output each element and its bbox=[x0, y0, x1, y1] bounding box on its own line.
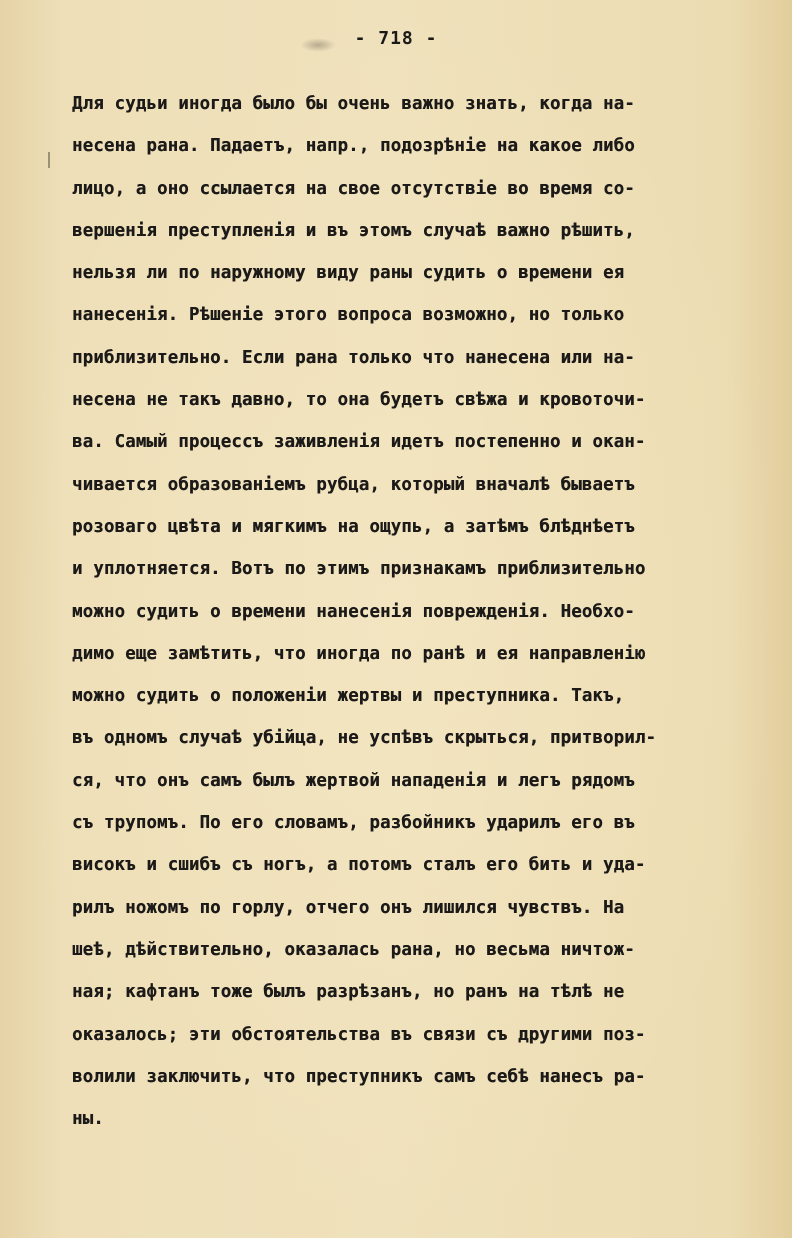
page-number: - 718 - bbox=[354, 28, 438, 49]
text-line: можно судить о положеніи жертвы и преступника. Такъ, bbox=[72, 686, 625, 707]
text-line: волили заключить, что преступникъ самъ себѣ нанесъ ра- bbox=[72, 1066, 646, 1087]
text-line: шеѣ, дѣйствительно, оказалась рана, но весьма ничтож- bbox=[72, 939, 635, 960]
text-line: димо еще замѣтить, что иногда по ранѣ и ея направленію bbox=[72, 643, 646, 664]
text-line: чивается образованіемъ рубца, который вначалѣ бываетъ bbox=[72, 474, 635, 495]
text-line: несена не такъ давно, то она будетъ свѣжа и кровоточи- bbox=[72, 390, 646, 411]
text-line: несена рана. Падаетъ, напр., подозрѣніе на какое либо bbox=[72, 136, 635, 157]
text-line: розоваго цвѣта и мягкимъ на ощупь, а затѣмъ блѣднѣетъ bbox=[72, 516, 635, 537]
text-line: и уплотняется. Вотъ по этимъ признакамъ приблизительно bbox=[72, 559, 646, 580]
text-line: рилъ ножомъ по горлу, отчего онъ лишился чувствъ. На bbox=[72, 897, 625, 918]
text-line: ва. Самый процессъ заживленія идетъ постепенно и окан- bbox=[72, 432, 646, 453]
text-line: приблизительно. Если рана только что нанесена или на- bbox=[72, 347, 635, 368]
text-line: нанесенія. Рѣшеніе этого вопроса возможно, но только bbox=[72, 305, 625, 326]
text-line: ная; кафтанъ тоже былъ разрѣзанъ, но ранъ на тѣлѣ не bbox=[72, 982, 625, 1003]
text-line: вершенія преступленія и въ этомъ случаѣ важно рѣшить, bbox=[72, 220, 635, 241]
body-text bbox=[72, 86, 762, 1143]
text-line: ся, что онъ самъ былъ жертвой нападенія и легъ рядомъ bbox=[72, 770, 635, 791]
margin-mark bbox=[48, 152, 50, 168]
text-line: съ трупомъ. По его словамъ, разбойникъ ударилъ его въ bbox=[72, 813, 635, 834]
text-line: можно судить о времени нанесенія поврежденія. Необхо- bbox=[72, 601, 635, 622]
text-line: високъ и сшибъ съ ногъ, а потомъ сталъ его бить и уда- bbox=[72, 855, 646, 876]
text-line: ны. bbox=[72, 1109, 104, 1130]
text-line: оказалось; эти обстоятельства въ связи съ другими поз- bbox=[72, 1024, 646, 1045]
text-line: Для судьи иногда было бы очень важно знать, когда на- bbox=[72, 94, 635, 114]
text-line: въ одномъ случаѣ убійца, не успѣвъ скрыться, притворил- bbox=[72, 728, 657, 749]
text-line: нельзя ли по наружному виду раны судить о времени ея bbox=[72, 263, 625, 284]
text-line: лицо, а оно ссылается на свое отсутствіе во время со- bbox=[72, 178, 635, 199]
